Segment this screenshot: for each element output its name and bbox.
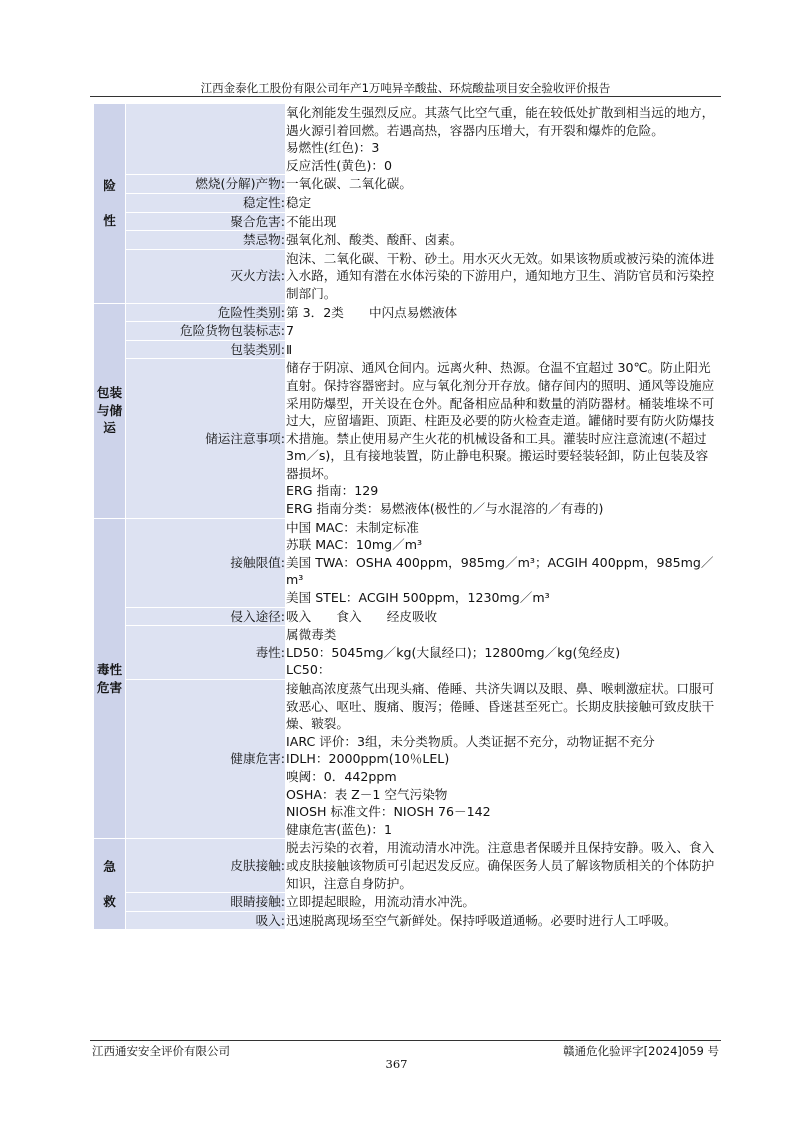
value-line: 立即提起眼睑，用流动清水冲洗。 — [286, 894, 475, 910]
row-label: 危险货物包装标志: — [126, 322, 286, 341]
value-line: Ⅱ — [286, 341, 293, 357]
row-value — [286, 626, 721, 680]
value-line: 苏联 MAC：10mg／m³ — [286, 537, 423, 553]
footer-report-number: 赣通危化验评字[2024]059 号 — [563, 1044, 719, 1058]
row-value — [286, 231, 721, 250]
value-line: IDLH：2000ppm(10％LEL) — [286, 751, 450, 767]
page-header: 江西金泰化工股份有限公司年产1万吨异辛酸盐、环烷酸盐项目安全验收评价报告 — [200, 81, 611, 95]
value-line: 美国 STEL：ACGIH 500ppm，1230mg／m³ — [286, 590, 550, 606]
table-row — [94, 680, 721, 839]
table-row — [94, 340, 721, 359]
value-line: 储存于阴凉、通风仓间内。远离火种、热源。仓温不宜超过 30℃。防止阳光直射。保持容器密封。应与氧化剂分开存放。储存间内的照明、通风等设施应采用防爆型，开关设在仓外。配备相应品种和数量的消防器材。桶装堆垛不可过大，应留墙距、顶距、柱距及必要的防火检查走道。罐储时要有防火防爆技术措施。禁止使用易产生火花的机械设备和工具。灌装时应注意流速(不超过 3m／s)，且有接地装置，防止静电积聚。搬运时要轻装轻卸，防止包装及容器损坏。 — [286, 360, 715, 481]
value-line: 脱去污染的衣着，用流动清水冲洗。注意患者保暖并且保持安静。吸入、食入或皮肤接触该物质可引起迟发反应。确保医务人员了解该物质相关的个体防护知识，注意自身防护。 — [286, 840, 715, 891]
row-label: 毒性: — [126, 626, 286, 680]
row-value — [286, 893, 721, 912]
row-value — [286, 175, 721, 194]
value-line: 吸入 食入 经皮吸收 — [286, 608, 438, 624]
value-line: 泡沫、二氧化碳、干粉、砂土。用水灭火无效。如果该物质或被污染的流体进入水路，通知有潜在水体污染的下游用户，通知地方卫生、消防官员和污染控制部门。 — [286, 250, 715, 301]
value-line: 美国 TWA：OSHA 400ppm，985mg／m³；ACGIH 400ppm，985mg／m³ — [286, 554, 714, 588]
value-line: IARC 评价：3组，未分类物质。人类证据不充分，动物证据不充分 — [286, 733, 655, 749]
value-line: OSHA：表 Z－1 空气污染物 — [286, 786, 448, 802]
value-line: 易燃性(红色)：3 — [286, 140, 380, 156]
value-line: LC50： — [286, 662, 331, 678]
row-label: 禁忌物: — [126, 231, 286, 250]
row-label: 聚合危害: — [126, 212, 286, 231]
footer-rule — [90, 1040, 721, 1041]
row-label: 储运注意事项: — [126, 359, 286, 518]
table-row — [94, 322, 721, 341]
table-row — [94, 518, 721, 607]
row-label: 吸入: — [126, 911, 286, 930]
row-value — [286, 322, 721, 341]
table-row — [94, 839, 721, 893]
header-rule — [90, 96, 721, 97]
value-line: 7 — [286, 323, 295, 339]
row-label: 接触限值: — [126, 518, 286, 607]
table-row — [94, 911, 721, 930]
section-category: 险 性 — [94, 104, 126, 304]
value-line: 第 3．2类 中闪点易燃液体 — [286, 304, 458, 320]
msds-table — [93, 103, 721, 930]
table-row — [94, 212, 721, 231]
row-value — [286, 911, 721, 930]
row-value — [286, 193, 721, 212]
value-line: ERG 指南：129 — [286, 483, 379, 499]
row-label: 稳定性: — [126, 193, 286, 212]
row-value — [286, 607, 721, 626]
table-row — [94, 607, 721, 626]
row-value — [286, 249, 721, 303]
value-line: 接触高浓度蒸气出现头痛、倦睡、共济失调以及眼、鼻、喉刺激症状。口服可致恶心、呕吐、腹痛、腹泻；倦睡、昏迷甚至死亡。长期皮肤接触可致皮肤干燥、皲裂。 — [286, 681, 715, 732]
row-label — [126, 104, 286, 175]
row-label: 灭火方法: — [126, 249, 286, 303]
table-row — [94, 303, 721, 322]
value-line: 氧化剂能发生强烈反应。其蒸气比空气重，能在较低处扩散到相当远的地方，遇火源引着回燃。若遇高热，容器内压增大，有开裂和爆炸的危险。 — [286, 105, 715, 138]
value-line: 健康危害(蓝色)：1 — [286, 821, 392, 837]
section-category: 急 救 — [94, 839, 126, 930]
row-label: 危险性类别: — [126, 303, 286, 322]
row-value — [286, 303, 721, 322]
table-row — [94, 175, 721, 194]
value-line: 反应活性(黄色)：0 — [286, 157, 392, 173]
value-line: 中国 MAC：未制定标准 — [286, 519, 419, 535]
table-row — [94, 104, 721, 175]
row-value — [286, 839, 721, 893]
row-label: 燃烧(分解)产物: — [126, 175, 286, 194]
row-value — [286, 359, 721, 518]
row-label: 眼睛接触: — [126, 893, 286, 912]
row-value — [286, 340, 721, 359]
page-number: 367 — [385, 1057, 408, 1071]
section-category: 毒性 危害 — [94, 518, 126, 839]
value-line: 不能出现 — [286, 213, 337, 229]
value-line: 迅速脱离现场至空气新鲜处。保持呼吸道通畅。必要时进行人工呼吸。 — [286, 912, 677, 928]
value-line: 强氧化剂、酸类、酸酐、卤素。 — [286, 232, 463, 248]
table-row — [94, 231, 721, 250]
row-value — [286, 680, 721, 839]
value-line: NIOSH 标准文件：NIOSH 76－142 — [286, 804, 491, 820]
table-row — [94, 626, 721, 680]
footer-company: 江西通安安全评价有限公司 — [92, 1044, 230, 1058]
row-value — [286, 104, 721, 175]
value-line: 稳定 — [286, 194, 312, 210]
table-row — [94, 249, 721, 303]
section-category: 包装 与储 运 — [94, 303, 126, 518]
table-row — [94, 893, 721, 912]
row-label: 皮肤接触: — [126, 839, 286, 893]
row-value — [286, 212, 721, 231]
row-label: 健康危害: — [126, 680, 286, 839]
table-row — [94, 193, 721, 212]
row-label: 包装类别: — [126, 340, 286, 359]
row-label: 侵入途径: — [126, 607, 286, 626]
value-line: 嗅阈：0．442ppm — [286, 768, 397, 784]
value-line: LD50：5045mg／kg(大鼠经口)；12800mg／kg(兔经皮) — [286, 644, 621, 660]
row-value — [286, 518, 721, 607]
value-line: 一氧化碳、二氧化碳。 — [286, 176, 412, 192]
table-row — [94, 359, 721, 518]
value-line: ERG 指南分类：易燃液体(极性的／与水混溶的／有毒的) — [286, 501, 604, 517]
value-line: 属微毒类 — [286, 627, 337, 643]
